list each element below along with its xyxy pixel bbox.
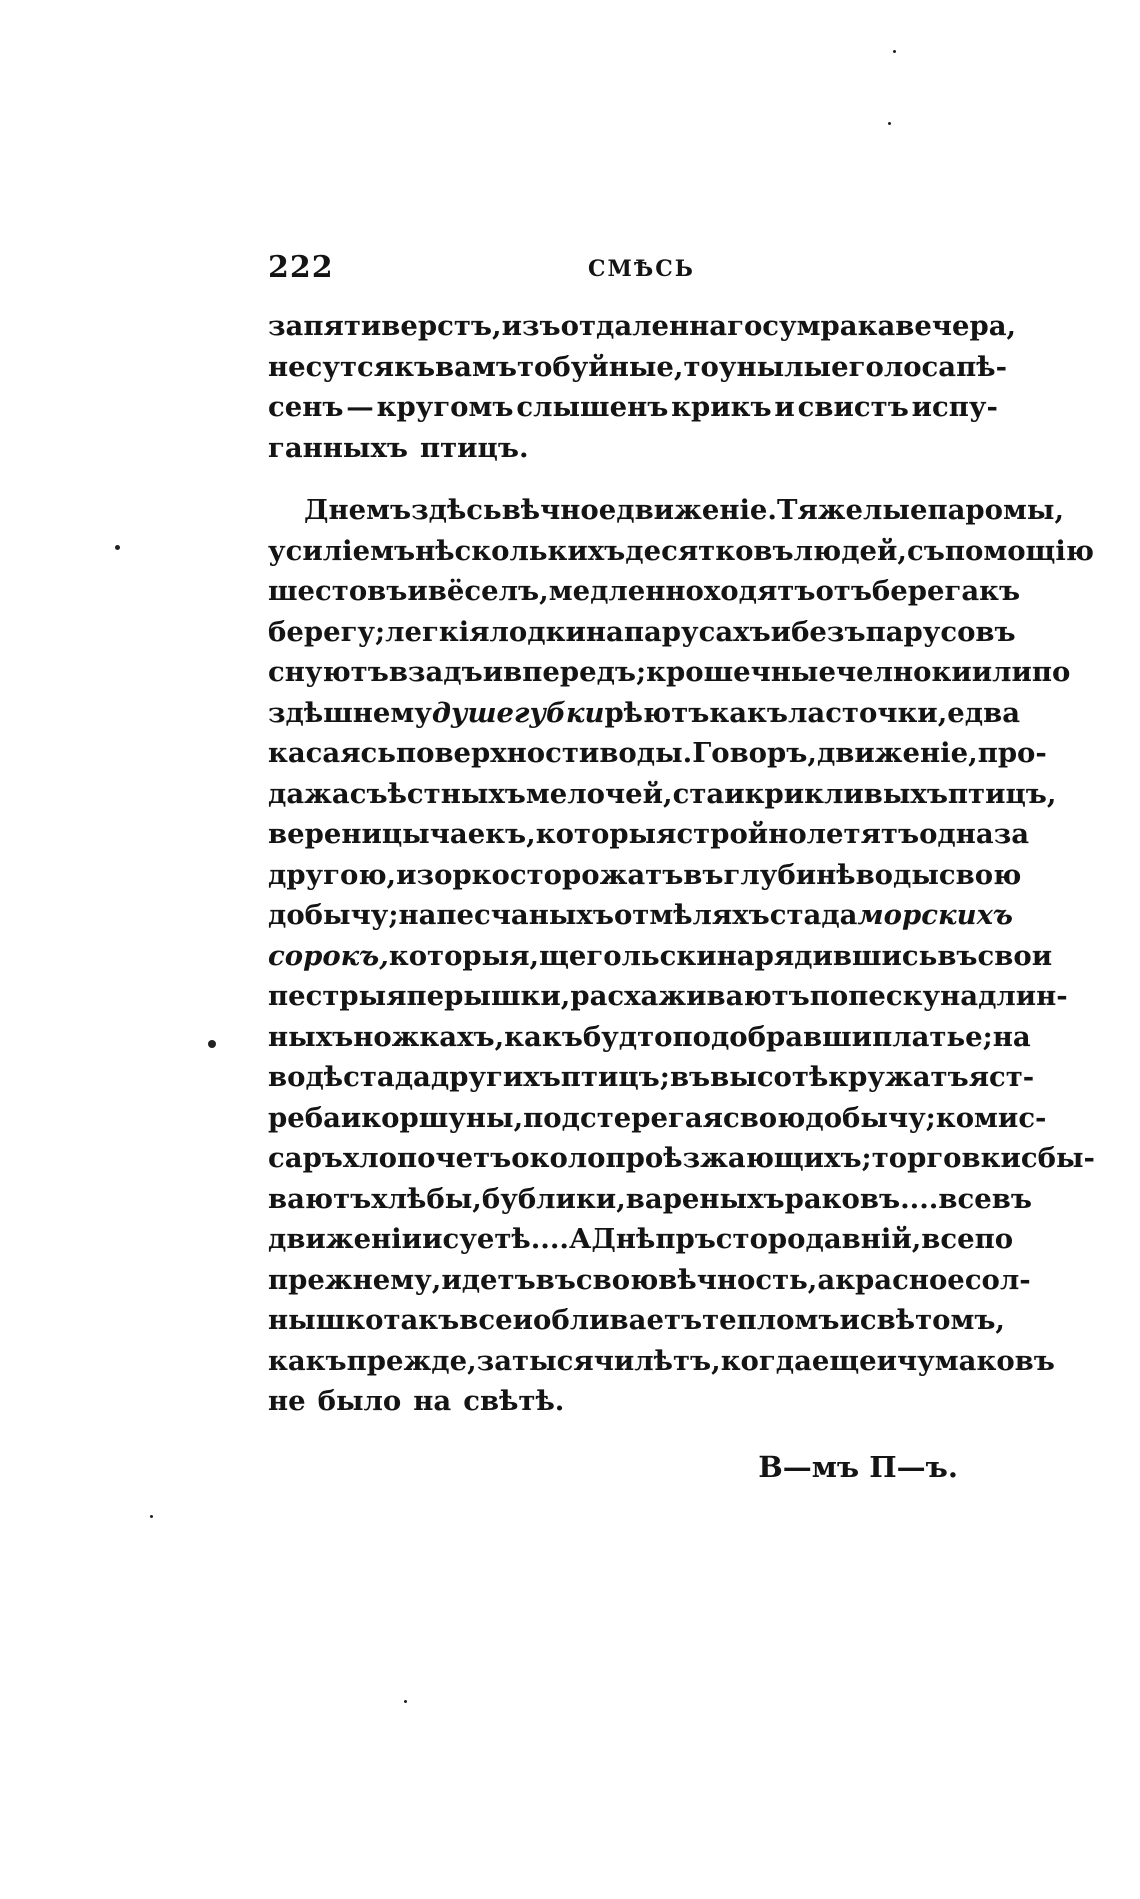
word: ваютъ xyxy=(268,1182,372,1215)
word: и xyxy=(482,656,504,688)
text-line xyxy=(268,1219,1014,1260)
word: изъ xyxy=(501,310,561,342)
scan-speck xyxy=(888,122,891,125)
word: мелочей, xyxy=(525,777,673,810)
word: про- xyxy=(977,737,1047,769)
word: въ xyxy=(937,939,978,972)
word: безъ xyxy=(791,615,866,648)
word: на xyxy=(413,1385,452,1417)
word: торговки xyxy=(871,1142,1021,1174)
word: усиліемъ xyxy=(268,534,416,567)
scan-speck xyxy=(893,50,896,53)
word: воды. xyxy=(599,737,693,769)
word: унылые xyxy=(718,350,849,383)
word: воды xyxy=(855,858,939,891)
word: щегольски xyxy=(539,939,717,972)
word: глубинѣ xyxy=(723,858,856,891)
word: вѣчность, xyxy=(658,1263,818,1296)
word: лѣтъ, xyxy=(634,1344,721,1377)
word: паромы, xyxy=(927,494,1065,526)
word: и xyxy=(512,1304,534,1336)
text-line xyxy=(268,1138,1095,1179)
text-line xyxy=(268,1017,1031,1058)
word: здѣсь xyxy=(411,494,502,526)
word: пѣ- xyxy=(956,350,1008,383)
word: вереницы xyxy=(268,818,430,850)
text-line xyxy=(268,1341,1055,1382)
word: къ xyxy=(979,575,1021,607)
word: нышко xyxy=(268,1304,384,1336)
word: касаясь xyxy=(268,737,396,769)
page-number: 222 xyxy=(268,250,334,285)
word: сумрака xyxy=(762,310,896,342)
word: стада xyxy=(343,1061,431,1093)
body-text xyxy=(268,306,1095,1422)
word: вёселъ, xyxy=(427,575,549,607)
word: птицъ. xyxy=(419,431,529,464)
word: отъ xyxy=(815,575,872,607)
word: въ xyxy=(683,858,724,891)
word: крикъ xyxy=(671,391,772,423)
word: обливаетъ xyxy=(533,1304,703,1336)
word: по xyxy=(1031,656,1071,688)
word: свою xyxy=(722,1101,806,1134)
word: десятковъ xyxy=(625,534,794,567)
text-line xyxy=(268,347,1008,388)
word: стородавній, xyxy=(715,1223,922,1255)
word: и xyxy=(774,391,795,423)
word: а xyxy=(817,1263,836,1296)
word: тепломъ xyxy=(702,1304,840,1336)
word: или xyxy=(971,656,1032,688)
word: — xyxy=(346,391,374,423)
word: кружатъ xyxy=(828,1061,969,1093)
word: песку xyxy=(848,980,941,1012)
word: вареныхъ xyxy=(625,1182,785,1215)
word: другихъ xyxy=(430,1061,561,1093)
word: какъ xyxy=(709,696,788,729)
word: верстъ, xyxy=(381,310,502,342)
scan-speck xyxy=(115,545,120,550)
word: прежнему, xyxy=(268,1263,442,1296)
word: птицъ; xyxy=(560,1061,670,1093)
word: зорко xyxy=(416,858,510,891)
word: поверхности xyxy=(395,737,600,769)
word: прежде, xyxy=(346,1344,477,1377)
word: пестрыя xyxy=(268,980,407,1012)
word: такъ xyxy=(383,1304,460,1336)
word: тысячи xyxy=(512,1344,635,1377)
word: свистъ xyxy=(797,391,909,423)
word: сенъ xyxy=(268,391,344,423)
text-line xyxy=(268,612,1016,653)
text-line xyxy=(268,895,1013,936)
word: красное xyxy=(835,1263,965,1296)
scan-speck xyxy=(150,1515,153,1518)
word: буйные, xyxy=(552,350,684,383)
paragraph xyxy=(268,490,1095,1422)
word: ножкахъ, xyxy=(353,1020,505,1053)
word: будто xyxy=(582,1020,673,1053)
scan-speck xyxy=(208,1040,216,1048)
word: за xyxy=(268,310,304,342)
word: свѣтомъ, xyxy=(859,1304,1006,1336)
word: на xyxy=(398,899,437,931)
word: и xyxy=(396,858,417,891)
word: суетѣ.... xyxy=(442,1223,570,1255)
word: и xyxy=(340,1101,362,1134)
word: нѣсколькихъ xyxy=(415,534,626,567)
text-line xyxy=(268,774,1057,815)
word: когда xyxy=(720,1344,812,1377)
word: А xyxy=(569,1223,592,1255)
word: свѣтѣ. xyxy=(463,1385,565,1417)
text-line xyxy=(268,1179,1032,1220)
word: высотѣ xyxy=(710,1061,829,1093)
word: какъ xyxy=(504,1020,583,1053)
word: какъ xyxy=(268,1344,347,1377)
word: Говоръ, xyxy=(692,737,817,769)
word: птицъ, xyxy=(947,777,1057,810)
text-line xyxy=(268,1381,998,1422)
word: ходятъ xyxy=(703,575,816,607)
text-line xyxy=(268,571,1021,612)
word: комис- xyxy=(935,1101,1047,1134)
word: вечера, xyxy=(895,310,1017,342)
word: голоса xyxy=(848,350,957,383)
word: и xyxy=(422,1223,443,1255)
word: съ xyxy=(907,534,945,567)
word: испу- xyxy=(911,391,998,423)
word: стройно xyxy=(676,818,807,850)
word: Днемъ xyxy=(304,494,412,526)
word: вамъ xyxy=(435,350,517,383)
word: стаи xyxy=(672,777,745,810)
word: рѣютъ xyxy=(604,696,710,729)
word: людей, xyxy=(793,534,908,567)
word: другою, xyxy=(268,858,397,891)
word: около xyxy=(511,1142,606,1174)
word: здѣшнему xyxy=(268,696,432,729)
word: парусахъ xyxy=(623,615,771,648)
word: нарядившись xyxy=(716,939,938,972)
word: добычу; xyxy=(805,1101,936,1134)
text-line xyxy=(268,1057,1035,1098)
word: на xyxy=(992,1020,1031,1053)
word: летятъ xyxy=(806,818,920,850)
word: пяти xyxy=(303,310,382,342)
word: лодки xyxy=(489,615,586,648)
word: длин- xyxy=(978,980,1068,1012)
word: реба xyxy=(268,1101,341,1134)
word: взадъ xyxy=(388,656,483,688)
text-line xyxy=(268,428,998,469)
word: крикливыхъ xyxy=(744,777,948,810)
word: отдаленнаго xyxy=(560,310,763,342)
word: свои xyxy=(977,939,1053,972)
word: съѣстныхъ xyxy=(349,777,526,810)
word: платье; xyxy=(872,1020,993,1053)
word: слышенъ xyxy=(516,391,669,423)
word: перышки, xyxy=(406,980,571,1012)
word: расхаживаютъ xyxy=(570,980,810,1012)
word: за xyxy=(993,818,1030,850)
word: въ xyxy=(991,1182,1032,1215)
word: коршуны, xyxy=(361,1101,524,1134)
word: хлѣбы, xyxy=(371,1182,482,1215)
text-line xyxy=(268,693,1021,734)
word: едва xyxy=(947,696,1021,729)
word: къ xyxy=(394,350,436,383)
text-line xyxy=(268,490,1065,531)
text-line xyxy=(268,1300,1006,1341)
word: стада xyxy=(769,899,858,931)
word: и xyxy=(407,575,428,607)
word: медленно xyxy=(548,575,704,607)
text-line xyxy=(268,652,1071,693)
word: и xyxy=(876,1344,898,1377)
text-line xyxy=(268,387,998,428)
word: сол- xyxy=(964,1263,1031,1296)
word: подобравши xyxy=(672,1020,873,1053)
word: Тяжелые xyxy=(776,494,928,526)
word: свою xyxy=(938,858,1022,891)
word: шестовъ xyxy=(268,575,408,607)
word: еще xyxy=(811,1344,877,1377)
word: добычу; xyxy=(268,899,399,931)
text-line xyxy=(268,936,1053,977)
word: то xyxy=(516,350,553,383)
word: яст- xyxy=(968,1061,1035,1093)
text-line xyxy=(268,306,1017,347)
word: ныхъ xyxy=(268,1020,354,1053)
word: хлопочетъ xyxy=(342,1142,512,1174)
word: бублики, xyxy=(481,1182,626,1215)
word: проѣзжающихъ; xyxy=(605,1142,872,1174)
text-line xyxy=(268,733,1047,774)
word: подстерегая xyxy=(523,1101,723,1134)
word: на xyxy=(940,980,979,1012)
scan-speck xyxy=(404,1700,407,1703)
word: за xyxy=(476,1344,513,1377)
word: берега xyxy=(871,575,980,607)
text-line xyxy=(268,814,1030,855)
word: и xyxy=(839,1304,860,1336)
author-signature: В—мъ П—ъ. xyxy=(758,1450,958,1484)
word: снуютъ xyxy=(268,656,389,688)
word: движеніе. xyxy=(616,494,777,526)
word: челноки xyxy=(835,656,972,688)
word: песчаныхъ xyxy=(436,899,614,931)
text-line xyxy=(268,976,1068,1017)
text-line xyxy=(268,1098,1047,1139)
word: Днѣпръ xyxy=(591,1223,716,1255)
page-header xyxy=(268,250,998,290)
word: которыя, xyxy=(388,939,540,972)
word: на xyxy=(585,615,624,648)
word: по xyxy=(809,980,849,1012)
word: все xyxy=(921,1223,975,1255)
word: въ xyxy=(535,1263,576,1296)
word: саръ xyxy=(268,1142,343,1174)
word: движеніи xyxy=(268,1223,423,1255)
word: отмѣляхъ xyxy=(613,899,770,931)
word: которыя xyxy=(535,818,677,850)
word: дажа xyxy=(268,777,350,810)
paragraph xyxy=(268,306,1017,468)
word: вѣчное xyxy=(501,494,617,526)
word: впередъ; xyxy=(503,656,647,688)
word: кругомъ xyxy=(376,391,514,423)
word: идетъ xyxy=(441,1263,536,1296)
word: сторожатъ xyxy=(509,858,684,891)
word: раковъ.... xyxy=(784,1182,939,1215)
word: берегу; xyxy=(268,615,386,648)
word: крошечные xyxy=(646,656,836,688)
word: помощію xyxy=(944,534,1094,567)
word: ганныхъ xyxy=(268,431,408,464)
word: и xyxy=(770,615,792,648)
text-line xyxy=(268,855,1022,896)
word: сбы- xyxy=(1020,1142,1095,1174)
word: несутся xyxy=(268,350,395,383)
word: ласточки, xyxy=(787,696,948,729)
word: парусовъ xyxy=(865,615,1016,648)
word: чаекъ, xyxy=(429,818,536,850)
word: легкія xyxy=(385,615,490,648)
word: водѣ xyxy=(268,1061,344,1093)
word: въ xyxy=(669,1061,711,1093)
word: свою xyxy=(575,1263,659,1296)
running-head: СМѢСЬ xyxy=(588,256,695,282)
word: по xyxy=(974,1223,1014,1255)
paragraph-gap xyxy=(268,468,998,490)
word: то xyxy=(683,350,719,383)
word: все xyxy=(938,1182,992,1215)
word: морскихъ xyxy=(857,899,1013,931)
word: не xyxy=(268,1385,306,1417)
word: душегубки xyxy=(431,696,605,729)
word: одна xyxy=(919,818,994,850)
word: было xyxy=(317,1385,402,1417)
word: чумаковъ xyxy=(897,1344,1055,1377)
text-line xyxy=(268,531,1094,572)
word: все xyxy=(459,1304,513,1336)
text-line xyxy=(268,1260,1031,1301)
word: сорокъ, xyxy=(268,939,389,972)
word: движеніе, xyxy=(816,737,978,769)
